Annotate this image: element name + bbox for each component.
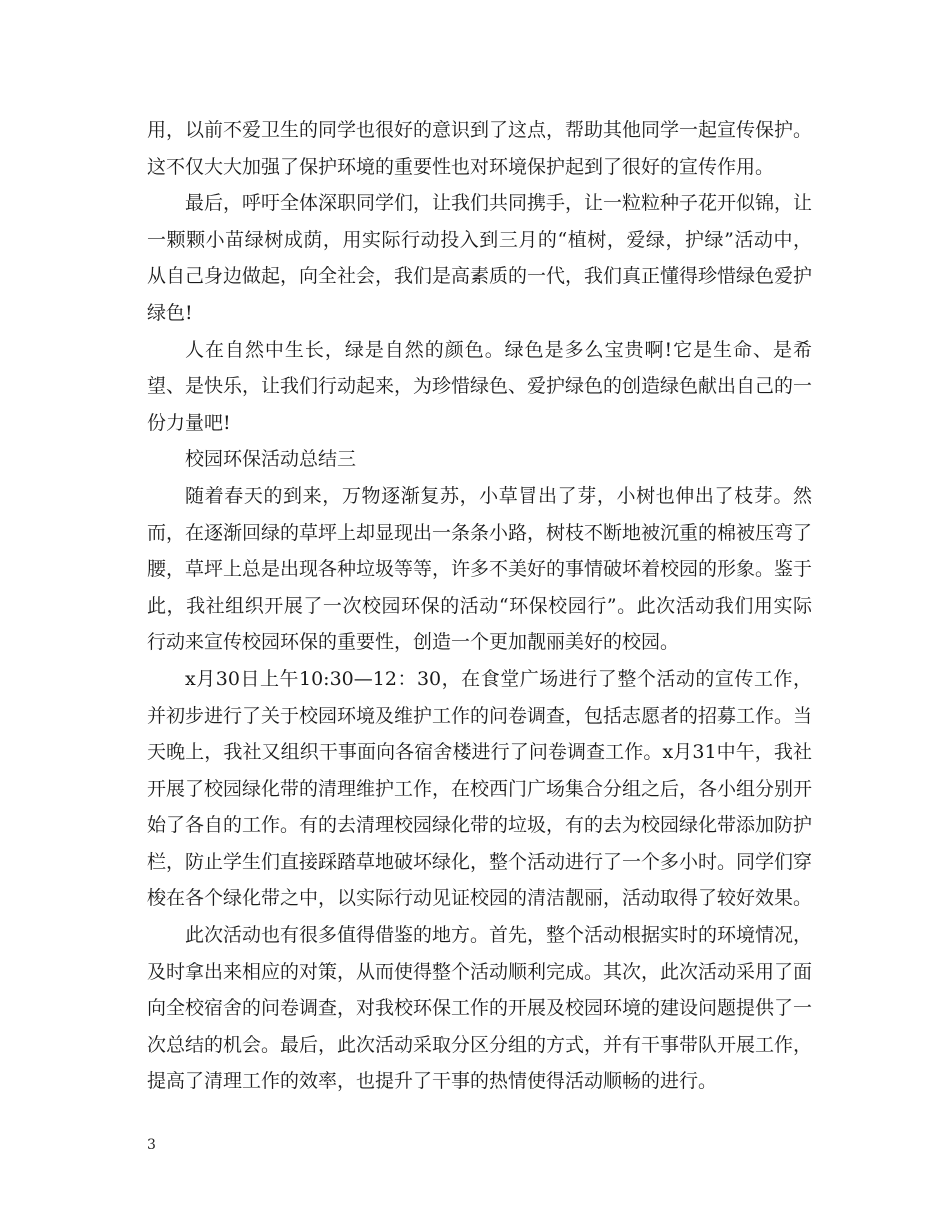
paragraph-spring-intro: 随着春天的到来，万物逐渐复苏，小草冒出了芽，小树也伸出了枝芽。然而，在逐渐回绿的草坪上却显现出一条条小路，树枝不断地被沉重的棉被压弯了腰，草坪上总是出现各种垃圾等等，许多不美好的事情破坏着校园的形象。鉴于此，我社组织开展了一次校园环保的活动“环保校园行”。此次活动我们用实际行动来宣传校园环保的重要性，创造一个更加靓丽美好的校园。 [147,484,813,654]
paragraph-continued: 用，以前不爱卫生的同学也很好的意识到了这点，帮助其他同学一起宣传保护。这不仅大大加强了保护环境的重要性也对环境保护起到了很好的宣传作用。 [147,119,813,178]
page-number: 3 [147,1137,156,1153]
paragraph-lessons: 此次活动也有很多值得借鉴的地方。首先，整个活动根据实时的环境情况，及时拿出来相应的对策，从而使得整个活动顺利完成。其次，此次活动采用了面向全校宿舍的问卷调查，对我校环保工作的开展及校园环境的建设问题提供了一次总结的机会。最后，此次活动采取分区分组的方式，并有干事带队开展工作，提高了清理工作的效率，也提升了干事的热情使得活动顺畅的进行。 [147,924,813,1093]
section-heading: 校园环保活动总结三 [185,448,357,471]
paragraph-appeal: 最后，呼吁全体深职同学们，让我们共同携手，让一粒粒种子花开似锦，让一颗颗小苗绿树成荫，用实际行动投入到三月的“植树，爱绿，护绿”活动中，从自己身边做起，向全社会，我们是高素质的一代，我们真正懂得珍惜绿色爱护绿色! [147,192,813,324]
paragraph-green-nature: 人在自然中生长，绿是自然的颜色。绿色是多么宝贵啊!它是生命、是希望、是快乐，让我们行动起来，为珍惜绿色、爱护绿色的创造绿色献出自己的一份力量吧! [147,338,813,434]
paragraph-activity-details: x月30日上午10:30—12：30，在食堂广场进行了整个活动的宣传工作，并初步进行了关于校园环境及维护工作的问卷调查，包括志愿者的招募工作。当天晚上，我社又组织干事面向各宿舍楼进行了问卷调查工作。x月31中午，我社开展了校园绿化带的清理维护工作，在校西门广场集合分组之后，各小组分别开始了各自的工作。有的去清理校园绿化带的垃圾，有的去为校园绿化带添加防护栏，防止学生们直接踩踏草地破坏绿化，整个活动进行了一个多小时。同学们穿梭在各个绿化带之中，以实际行动见证校园的清洁靓丽，活动取得了较好效果。 [147,667,813,910]
document-body [147,112,812,1100]
